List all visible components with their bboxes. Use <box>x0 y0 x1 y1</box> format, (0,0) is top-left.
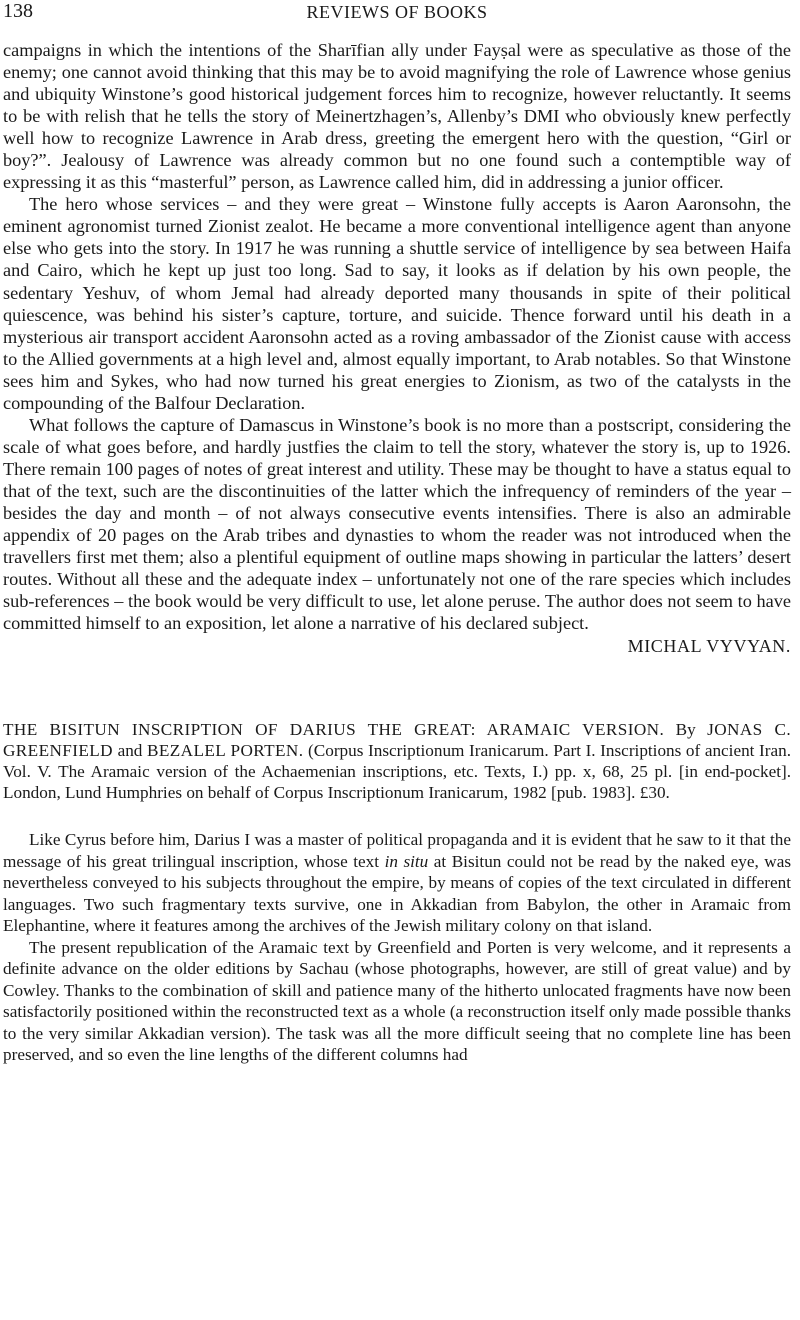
book-title: THE BISITUN INSCRIPTION OF DARIUS THE GREAT: ARAMAIC VERSION. <box>3 720 665 740</box>
review2-p1-text-b: at Bisitun could not be read by the naked eye, was nevertheless conveyed to his subjects throughout the empire, by means of copies of the text circulated in different languages. Two such fragmentary texts survive, one in Akkadian from Babylon, the other in Aramaic from Elephantine, where it features among the archives of the Jewish military colony on that island. <box>3 851 792 936</box>
journal-page <box>3 0 791 1066</box>
and-word: and <box>117 741 143 761</box>
review-bisitun <box>3 829 791 1066</box>
italic-in-situ: in situ <box>384 851 429 871</box>
review1-paragraph-1: campaigns in which the intentions of the Sharīfian ally under Fayṣal were as speculative as those of the enemy; one cannot avoid thinking that this may be to avoid magnifying the role of Lawrence whose genius and ubiquity Winstone’s good historical judgement forces him to recognize, however reluctantly. It seems to be with relish that he tells the story of Meinertzhagen’s, Allenby’s DMI who obviously knew perfectly well how to recognize Lawrence in Arab dress, greeting the emergent hero with the question, “Girl or boy?”. Jealousy of Lawrence was already common but no one found such a contemptible way of expressing it as this “masterful” person, as Lawrence called him, did in addressing a junior officer. <box>3 40 791 193</box>
by-word: By <box>675 720 696 740</box>
review1-paragraph-3: What follows the capture of Damascus in Winstone’s book is no more than a postscript, considering the scale of what goes before, and hardly justfies the claim to tell the story, whatever the story is, up to 1926. There remain 100 pages of notes of great interest and utility. These may be thought to have a status equal to that of the text, such are the discontinuities of the latter which the infrequency of reminders of the year – besides the day and month – of not always consecutive events intensifies. There is also an admirable appendix of 20 pages on the Arab tribes and dynasties to whom the reader was not introduced when the travellers first met them; also a plentiful equipment of outline maps showing in particular the latters’ desert routes. Without all these and the adequate index – unfortunately not one of the rare species which includes sub-references – the book would be very difficult to use, let alone peruse. The author does not seem to have committed himself to an exposition, let alone a narrative of his declared subject. <box>3 414 791 634</box>
reviewer-signature: MICHAL VYVYAN. <box>627 636 791 657</box>
review-winstone-continuation <box>3 39 791 634</box>
author-greenfield: JONAS C. GREENFIELD <box>3 720 792 761</box>
review2-paragraph-2: The present republication of the Aramaic text by Greenfield and Porten is very welcome, and it represents a definite advance on the older editions by Sachau (whose photographs, however, are still of great value) and by Cowley. Thanks to the combination of skill and patience many of the hitherto unlocated fragments have now been satisfactorily positioned within the reconstructed text as a whole (a reconstruction itself only made possible thanks to the very similar Akkadian version). The task was all the more difficult seeing that no complete line has been preserved, and so even the line lengths of the different columns had <box>3 937 791 1065</box>
review2-heading <box>3 719 791 803</box>
publication-details: (Corpus Inscriptionum Iranicarum. Part I. Inscriptions of ancient Iran. Vol. V. The Aramaic version of the Achaemenian inscriptions, etc. Texts, I.) pp. x, 68, 25 pl. [in end-pocket]. London, Lund Humphries on behalf of Corpus Inscriptionum Iranicarum, 1982 [pub. 1983]. £30. <box>3 741 792 803</box>
review1-paragraph-2: The hero whose services – and they were great – Winstone fully accepts is Aaron Aaronsohn, the eminent agronomist turned Zionist zealot. He became a more conventional intelligence agent than anyone else who gets into the story. In 1917 he was running a shuttle service of intelligence by sea between Haifa and Cairo, which he kept up just too long. Sad to say, it looks as if delation by his own people, the sedentary Yeshuv, of whom Jemal had already deported many thousands in spite of their political quiescence, was behind his sister’s capture, torture, and suicide. Thence forward until his death in a mysterious air transport accident Aaronsohn acted as a roving ambassador of the Zionist cause with access to the Allied governments at a high level and, almost equally important, to Arab notables. So that Winstone sees him and Sykes, who had now turned his great energies to Zionism, as two of the catalysts in the compounding of the Balfour Declaration. <box>3 194 791 413</box>
page-number: 138 <box>3 0 33 22</box>
running-head <box>3 0 791 30</box>
review2-p1-text-a: Like Cyrus before him, Darius I was a master of political propaganda and it is evident that he saw to it that the message of his great trilingual inscription, whose text <box>3 830 791 871</box>
running-title: REVIEWS OF BOOKS <box>306 2 488 22</box>
author-porten: BEZALEL PORTEN. <box>147 741 304 761</box>
review2-paragraph-1 <box>3 829 791 937</box>
